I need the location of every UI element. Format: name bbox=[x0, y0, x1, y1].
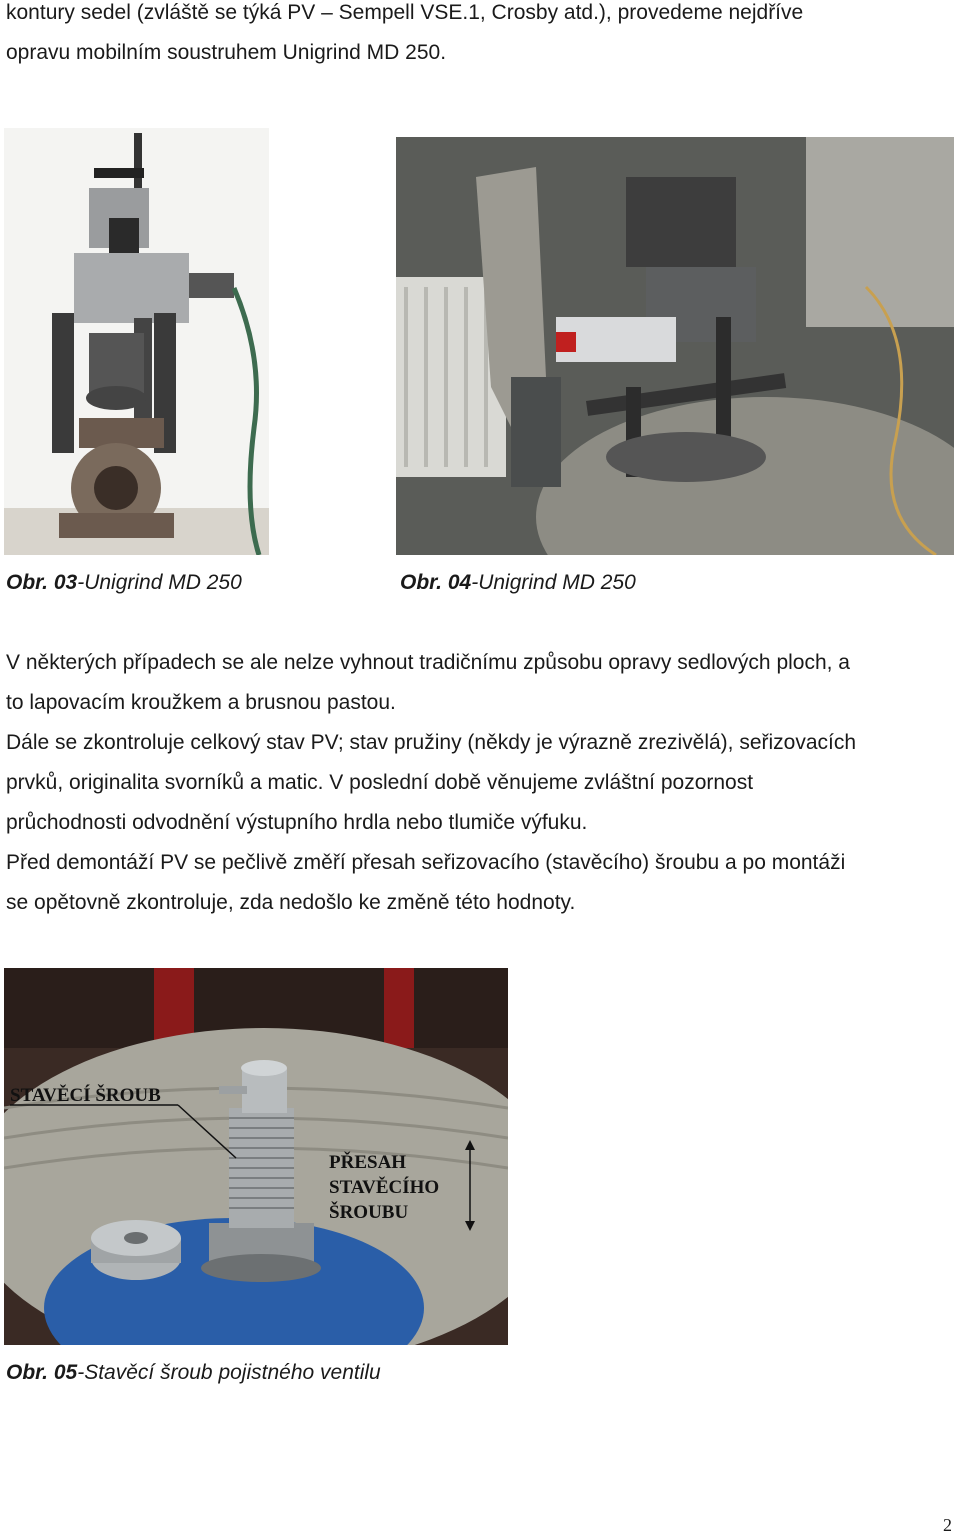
figure-4-photo bbox=[396, 137, 954, 555]
body-p3-line-1: Před demontáží PV se pečlivě změří přesah seřizovacího (stavěcího) šroubu a po montáži bbox=[6, 851, 846, 874]
figure-5-title: -Stavěcí šroub pojistného ventilu bbox=[77, 1361, 381, 1384]
figure-3-photo bbox=[4, 128, 269, 555]
figure-4-label: Obr. bbox=[400, 571, 443, 594]
annotation-overhang-1: PŘESAH bbox=[329, 1152, 407, 1173]
annotation-overhang-3: ŠROUBU bbox=[329, 1202, 409, 1223]
figure-3-label: Obr. bbox=[6, 571, 49, 594]
figure-4-caption bbox=[400, 570, 636, 596]
figure-5-photo bbox=[4, 968, 508, 1345]
figure-5-caption bbox=[6, 1360, 381, 1386]
figure-4-number: 04 bbox=[447, 571, 472, 594]
body-p2-line-1: Dále se zkontroluje celkový stav PV; stav pružiny (někdy je výrazně zrezivělá), seřizovacích bbox=[6, 731, 857, 754]
body-p1-line-2: to lapovacím kroužkem a brusnou pastou. bbox=[6, 691, 396, 714]
figure-4-title: -Unigrind MD 250 bbox=[471, 571, 636, 594]
figure-3-number: 03 bbox=[53, 571, 78, 594]
body-p3-line-2: se opětovně zkontroluje, zda nedošlo ke změně této hodnoty. bbox=[6, 891, 576, 914]
body-p1-line-1: V některých případech se ale nelze vyhnout tradičnímu způsobu opravy sedlových ploch, a bbox=[6, 651, 850, 674]
intro-line-2: opravu mobilním soustruhem Unigrind MD 250. bbox=[6, 41, 447, 64]
intro-line-1: kontury sedel (zvláště se týká PV – Sempell VSE.1, Crosby atd.), provedeme nejdříve bbox=[6, 1, 804, 24]
figure-3-caption bbox=[6, 570, 242, 596]
page-number: 2 bbox=[943, 1515, 952, 1535]
figure-3-title: -Unigrind MD 250 bbox=[77, 571, 242, 594]
figure-5-number: 05 bbox=[53, 1361, 78, 1384]
figure-5-label: Obr. bbox=[6, 1361, 49, 1384]
body-p2-line-3: průchodnosti odvodnění výstupního hrdla nebo tlumiče výfuku. bbox=[6, 811, 588, 834]
annotation-screw: STAVĚCÍ ŠROUB bbox=[10, 1085, 161, 1106]
body-p2-line-2: prvků, originalita svorníků a matic. V poslední době věnujeme zvláštní pozornost bbox=[6, 771, 754, 794]
annotation-overhang-2: STAVĚCÍHO bbox=[329, 1177, 440, 1198]
